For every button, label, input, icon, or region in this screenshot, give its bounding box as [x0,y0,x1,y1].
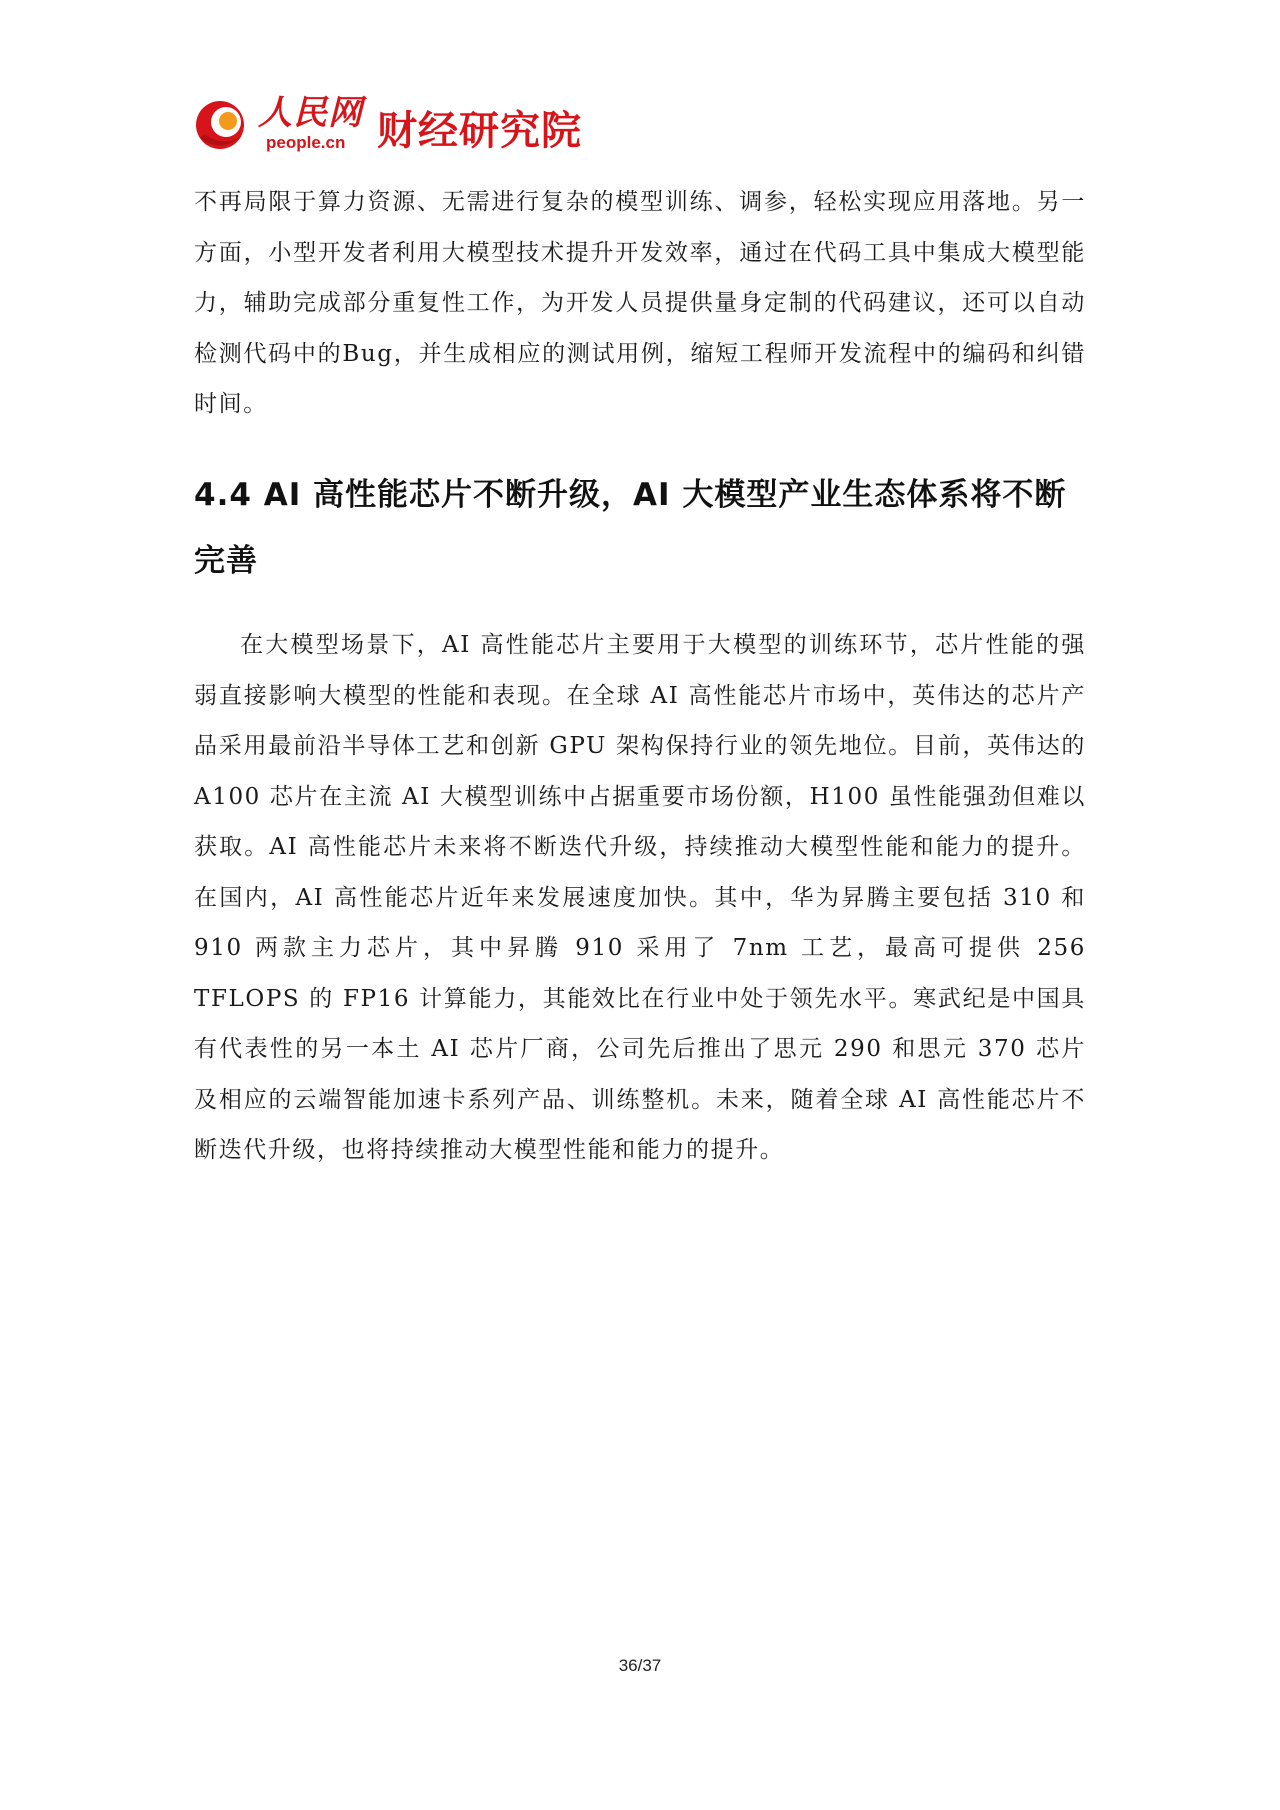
paragraph-2: 在大模型场景下，AI 高性能芯片主要用于大模型的训练环节，芯片性能的强弱直接影响大模型的性能和表现。在全球 AI 高性能芯片市场中，英伟达的芯片产品采用最前沿半导体工艺和创新 GPU 架构保持行业的领先地位。目前，英伟达的 A100 芯片在主流 AI 大模型训练中占据重要市场份额，H100 虽性能强劲但难以获取。AI 高性能芯片未来将不断迭代升级，持续推动大模型性能和能力的提升。在国内，AI 高性能芯片近年来发展速度加快。其中，华为昇腾主要包括 310 和 910 两款主力芯片，其中昇腾 910 采用了 7nm 工艺，最高可提供 256 TFLOPS 的 FP16 计算能力，其能效比在行业中处于领先水平。寒武纪是中国具有代表性的另一本土 AI 芯片厂商，公司先后推出了思元 290 和思元 370 芯片及相应的云端智能加速卡系列产品、训练整机。未来，随着全球 AI 高性能芯片不断迭代升级，也将持续推动大模型性能和能力的提升。 [194,632,1086,1163]
section-heading: 4.4 AI 高性能芯片不断升级，AI 大模型产业生态体系将不断完善 [194,477,1067,579]
page-header [190,88,582,158]
page-number: 36/37 [618,1656,662,1675]
institute-name: 财经研究院 [377,107,582,154]
logo-chinese-name: 人民网 [258,92,363,133]
paragraph-1: 不再局限于算力资源、无需进行复杂的模型训练、调参，轻松实现应用落地。另一方面，小型开发者利用大模型技术提升开发效率，通过在代码工具中集成大模型能力，辅助完成部分重复性工作，为开发人员提供量身定制的代码建议，还可以自动检测代码中的Bug，并生成相应的测试用例，缩短工程师开发流程中的编码和纠错时间。 [194,189,1086,417]
body-section-1 [194,177,1086,430]
people-logo-icon [190,92,252,154]
logo-domain: people.cn [266,132,346,152]
body-section-2 [194,620,1086,1176]
logo-wordmark [258,92,363,152]
